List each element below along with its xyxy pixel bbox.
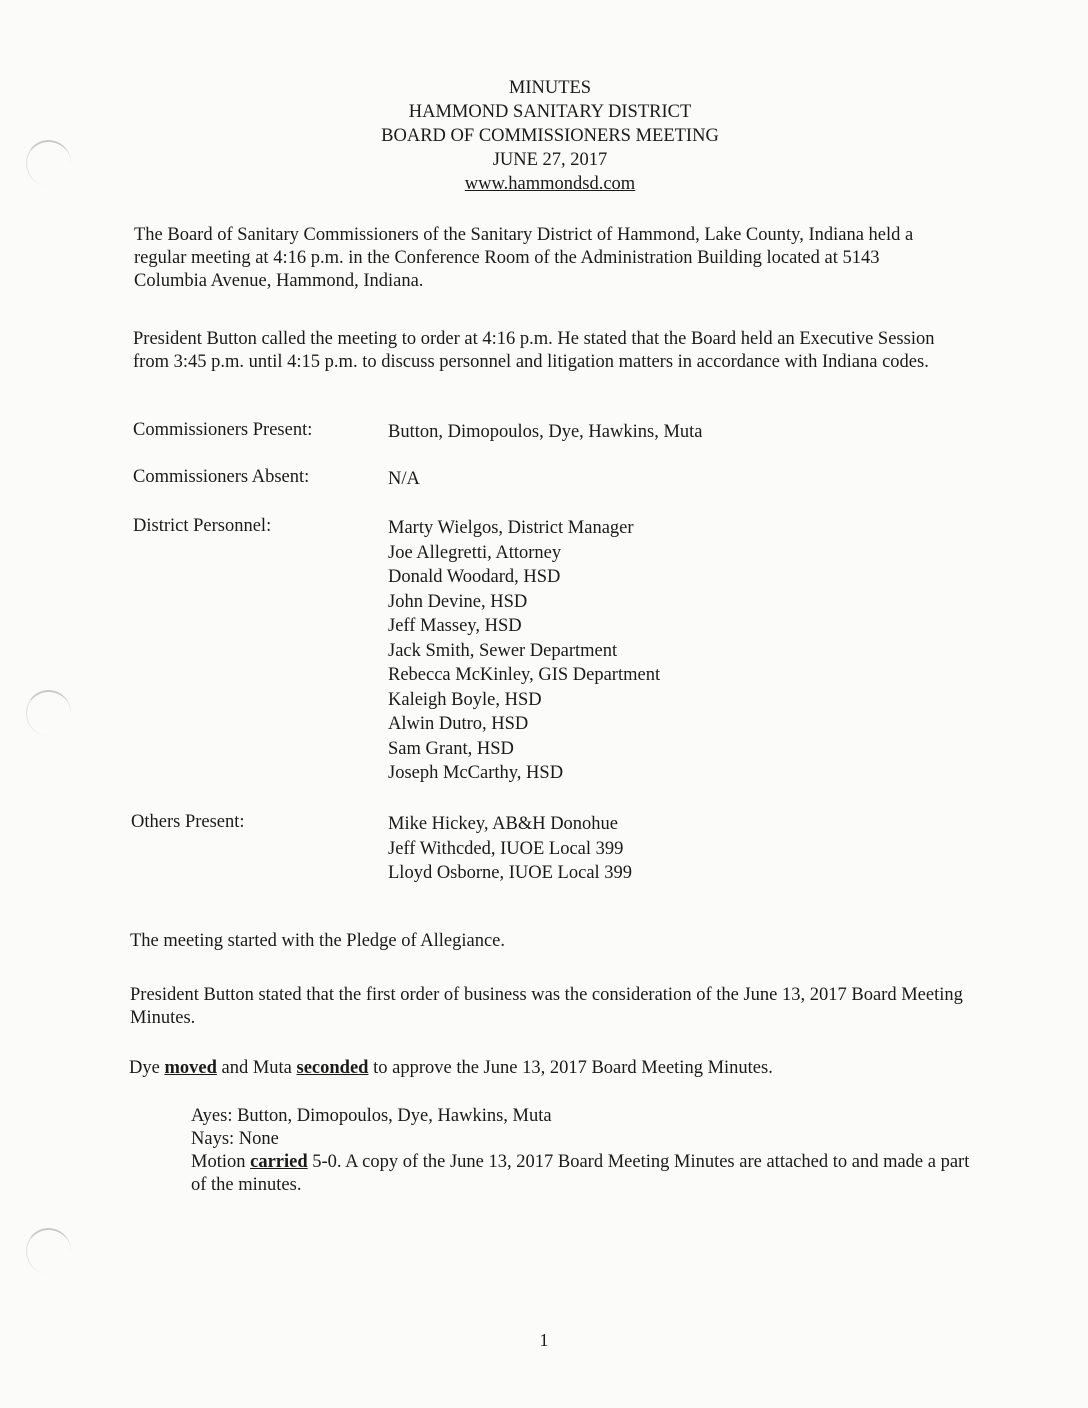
document-header: [0, 76, 1088, 196]
district-personnel-label: District Personnel:: [133, 516, 272, 536]
motion-middle: and Muta: [216, 1058, 297, 1078]
list-item: Jeff Massey, HSD: [388, 616, 522, 636]
list-item: Joseph McCarthy, HSD: [388, 763, 564, 783]
list-item: Mike Hickey, AB&H Donohue: [388, 814, 619, 834]
motion-moved-word: moved: [164, 1058, 217, 1078]
district-personnel-list: [388, 516, 660, 786]
vote-carried-word: carried: [250, 1152, 308, 1172]
vote-ayes: Ayes: Button, Dimopoulos, Dye, Hawkins, Muta: [191, 1106, 552, 1126]
commissioners-absent-value: N/A: [388, 469, 420, 489]
first-order-paragraph: President Button stated that the first order of business was the consideration of the June 13, 2017 Board Meeting Minutes.: [130, 985, 963, 1028]
motion-paragraph: [129, 1057, 1009, 1080]
list-item: Lloyd Osborne, IUOE Local 399: [388, 863, 633, 883]
list-item: Sam Grant, HSD: [388, 738, 514, 759]
list-item: Kaleigh Boyle, HSD: [388, 689, 542, 710]
list-item: John Devine, HSD: [388, 591, 528, 612]
list-item: Joe Allegretti, Attorney: [388, 542, 562, 563]
vote-result: [191, 1151, 981, 1197]
header-meeting: BOARD OF COMMISSIONERS MEETING: [381, 126, 719, 146]
page-number: 1: [539, 1330, 549, 1350]
vote-motion-prefix: Motion: [191, 1152, 251, 1172]
list-item: Jeff Withcded, IUOE Local 399: [388, 838, 624, 859]
list-item: Rebecca McKinley, GIS Department: [388, 665, 661, 685]
list-item: Alwin Dutro, HSD: [388, 714, 529, 734]
commissioners-present-label: Commissioners Present:: [133, 420, 313, 440]
binder-hole: [26, 690, 71, 736]
list-item: Donald Woodard, HSD: [388, 567, 561, 587]
motion-seconded-word: seconded: [296, 1058, 369, 1078]
list-item: Marty Wielgos, District Manager: [388, 518, 634, 538]
intro-paragraph: The Board of Sanitary Commissioners of the Sanitary District of Hammond, Lake County, Indiana held a regular meeting at 4:16 p.m. in the Conference Room of the Administration Building located at 5143 Columbia Avenue, Hammond, Indiana.: [134, 225, 914, 291]
others-present-label: Others Present:: [131, 812, 245, 832]
header-date: JUNE 27, 2017: [492, 150, 608, 170]
header-url[interactable]: www.hammondsd.com: [464, 174, 636, 194]
motion-end: to approve the June 13, 2017 Board Meeting Minutes.: [368, 1058, 773, 1078]
binder-hole: [26, 1228, 71, 1274]
pledge-paragraph: The meeting started with the Pledge of Allegiance.: [130, 931, 506, 951]
header-title: MINUTES: [508, 78, 592, 98]
vote-result-text: 5-0. A copy of the June 13, 2017 Board Meeting Minutes are attached to and made a part of the minutes.: [191, 1152, 970, 1195]
motion-mover: Dye: [129, 1058, 165, 1078]
header-organization: HAMMOND SANITARY DISTRICT: [408, 102, 692, 122]
call-to-order-paragraph: President Button called the meeting to order at 4:16 p.m. He stated that the Board held an Executive Session from 3:45 p.m. until 4:15 p.m. to discuss personnel and litigation matters in accordance with Indiana codes.: [133, 329, 935, 372]
commissioners-present-value: Button, Dimopoulos, Dye, Hawkins, Muta: [388, 422, 703, 442]
others-present-list: [388, 812, 632, 886]
vote-block: [191, 1105, 981, 1197]
vote-nays: Nays: None: [191, 1129, 279, 1149]
list-item: Jack Smith, Sewer Department: [388, 640, 618, 661]
commissioners-absent-label: Commissioners Absent:: [133, 467, 310, 487]
